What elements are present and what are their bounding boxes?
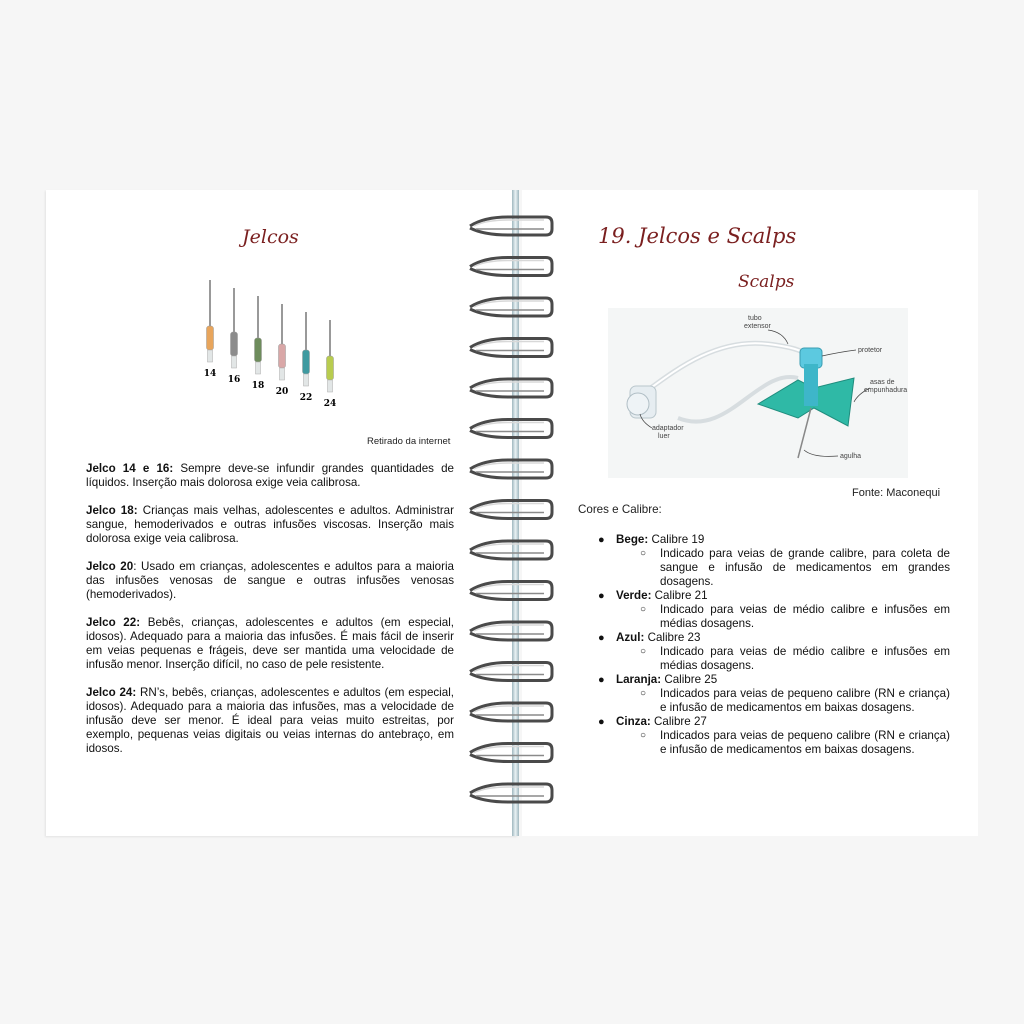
needle-gauge-label: 22 bbox=[299, 393, 313, 403]
caliber-item bbox=[578, 673, 950, 687]
luer-adapter bbox=[627, 393, 649, 415]
bullet-icon: ● bbox=[598, 534, 605, 546]
bullet-icon: ● bbox=[598, 716, 605, 728]
chapter-heading bbox=[598, 224, 796, 248]
caliber-description-text: Indicados para veias de pequeno calibre (RN e criança) e infusão de medicamentos em baixas dosagens. bbox=[660, 729, 950, 756]
spiral-binding bbox=[464, 190, 564, 836]
jelco-paragraph bbox=[86, 504, 454, 546]
jelco-text: Bebês, crianças, adolescentes e adultos (em especial, idosos). Adequado para a maioria das infusões. É mais fácil de inserir em veias pequenas e frágeis, deve ser mantida uma velocidade de infusão menor. Inserção difícil, no caso de pele resistente. bbox=[86, 616, 454, 671]
spiral-ring bbox=[470, 420, 552, 438]
image-caption: Retirado da internet bbox=[367, 436, 451, 447]
sub-bullet-icon: ○ bbox=[640, 604, 647, 615]
caliber-description bbox=[578, 645, 950, 673]
jelco-needle bbox=[252, 296, 265, 391]
caliber-item bbox=[578, 631, 950, 645]
caliber-description-text: Indicado para veias de médio calibre e infusões em médias dosagens. bbox=[660, 603, 950, 630]
spiral-ring bbox=[470, 703, 552, 721]
jelco-paragraph bbox=[86, 462, 454, 490]
jelco-text: : Usado em crianças, adolescentes e adultos para a maioria das infusões venosas de sangue e outras infusões venosas (hemoderivados). bbox=[86, 560, 455, 601]
caliber-value: Calibre 19 bbox=[648, 533, 705, 546]
label-asas-2: empunhadura bbox=[864, 387, 908, 394]
jelco-label: Jelco 20 bbox=[86, 560, 134, 573]
jelco-needle bbox=[276, 304, 289, 397]
jelco-paragraph bbox=[86, 616, 454, 672]
color-name: Azul: bbox=[616, 631, 645, 644]
jelco-paragraph bbox=[86, 686, 454, 756]
spiral-ring bbox=[470, 501, 552, 519]
colors-intro: Cores e Calibre: bbox=[578, 503, 662, 516]
jelco-needle bbox=[300, 312, 313, 403]
spiral-ring bbox=[470, 460, 552, 478]
jelco-paragraph bbox=[86, 560, 454, 602]
caliber-item bbox=[578, 533, 950, 547]
label-tubo-extensor: tubo bbox=[748, 315, 762, 322]
spiral-ring bbox=[470, 663, 552, 681]
jelco-label: Jelco 18: bbox=[86, 504, 138, 517]
image-source: Fonte: Maconequi bbox=[852, 487, 941, 499]
spiral-ring bbox=[470, 379, 552, 397]
caliber-item bbox=[578, 589, 950, 603]
bullet-icon: ● bbox=[598, 632, 605, 644]
color-name: Cinza: bbox=[616, 715, 651, 728]
needle-gauge-label: 20 bbox=[275, 387, 289, 397]
needle-gauge-label: 18 bbox=[251, 381, 265, 391]
caliber-value: Calibre 21 bbox=[651, 589, 708, 602]
caliber-description bbox=[578, 603, 950, 631]
spiral-ring bbox=[470, 258, 552, 276]
spiral-ring bbox=[470, 744, 552, 762]
jelco-needles-illustration bbox=[190, 276, 350, 426]
label-protetor: protetor bbox=[858, 347, 883, 354]
bullet-icon: ● bbox=[598, 674, 605, 686]
jelco-needle bbox=[228, 288, 241, 385]
color-name: Verde: bbox=[616, 589, 652, 602]
caliber-description-text: Indicados para veias de pequeno calibre (RN e criança) e infusão de medicamentos em baixas dosagens. bbox=[660, 687, 950, 714]
spiral-ring bbox=[470, 217, 552, 235]
caliber-description bbox=[578, 547, 950, 589]
caliber-description-text: Indicado para veias de médio calibre e infusões em médias dosagens. bbox=[660, 645, 950, 672]
spiral-ring bbox=[470, 339, 552, 357]
jelco-label: Jelco 22: bbox=[86, 616, 141, 629]
label-adaptador: adaptador bbox=[652, 425, 684, 432]
left-page-title: Jelcos bbox=[242, 226, 299, 248]
caliber-item bbox=[578, 715, 950, 729]
left-page bbox=[46, 190, 518, 836]
jelco-text: RN’s, bebês, crianças, adolescentes e adultos (em especial, idosos). Adequado para a maioria das infusões, mas a velocidade de infusão deve ser menor. É ideal para veias muito estreitas, por exemplo, pequenas veias digitais ou veias internas do antebraço, em idosos. bbox=[86, 686, 455, 755]
scalp-device-diagram bbox=[608, 308, 908, 478]
color-name: Bege: bbox=[616, 533, 649, 546]
jelco-needle bbox=[324, 320, 337, 409]
sub-bullet-icon: ○ bbox=[640, 646, 647, 657]
color-name: Laranja: bbox=[616, 673, 662, 686]
jelco-text: Sempre deve-se infundir grandes quantidades de líquidos. Inserção mais dolorosa exige veia calibrosa. bbox=[86, 462, 454, 489]
jelco-label: Jelco 14 e 16: bbox=[86, 462, 174, 475]
bullet-icon: ● bbox=[598, 590, 605, 602]
caliber-description bbox=[578, 729, 950, 757]
jelco-descriptions bbox=[86, 462, 454, 770]
caliber-description-text: Indicado para veias de grande calibre, para coleta de sangue e infusão de medicamentos em grandes dosagens. bbox=[660, 547, 950, 588]
label-asas: asas de bbox=[870, 379, 895, 386]
caliber-description bbox=[578, 687, 950, 715]
jelco-needle bbox=[204, 280, 217, 379]
sub-bullet-icon: ○ bbox=[640, 688, 647, 699]
caliber-value: Calibre 25 bbox=[661, 673, 718, 686]
chapter-title: Jelcos e Scalps bbox=[638, 224, 797, 248]
needle-gauge-label: 24 bbox=[323, 399, 337, 409]
spiral-ring bbox=[470, 784, 552, 802]
label-adaptador-2: luer bbox=[658, 433, 670, 440]
sub-bullet-icon: ○ bbox=[640, 730, 647, 741]
chapter-number: 19. bbox=[598, 224, 632, 248]
jelco-label: Jelco 24: bbox=[86, 686, 137, 699]
spiral-ring bbox=[470, 622, 552, 640]
spiral-ring bbox=[470, 298, 552, 316]
jelco-text: Crianças mais velhas, adolescentes e adultos. Administrar sangue, hemoderivados e outras infusões viscosas. Inserção mais dolorosa exige veia calibrosa. bbox=[86, 504, 454, 545]
label-agulha: agulha bbox=[840, 453, 862, 460]
caliber-list bbox=[578, 533, 950, 757]
sub-bullet-icon: ○ bbox=[640, 548, 647, 559]
right-page bbox=[522, 190, 978, 836]
needle-gauge-label: 14 bbox=[203, 369, 217, 379]
spiral-ring bbox=[470, 582, 552, 600]
caliber-value: Calibre 23 bbox=[644, 631, 701, 644]
spiral-ring bbox=[470, 541, 552, 559]
label-tubo-extensor-2: extensor bbox=[744, 323, 771, 330]
scalps-subtitle: Scalps bbox=[738, 272, 795, 292]
caliber-value: Calibre 27 bbox=[650, 715, 707, 728]
needle-gauge-label: 16 bbox=[227, 375, 241, 385]
